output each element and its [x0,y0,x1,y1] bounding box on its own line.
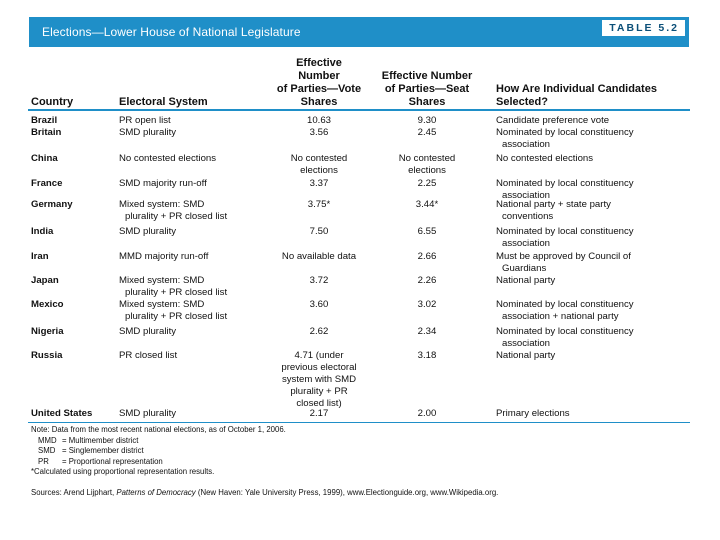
abbreviation-key: PR [38,456,49,466]
cell-line: 2.34 [417,326,437,337]
table-cell-vote [265,199,373,211]
header-vote-line: of Parties—Vote [276,83,362,95]
table-cell-selection [496,115,696,127]
table-cell-vote [265,178,373,190]
cell-line: association [502,139,550,150]
note-line: Note: Data from the most recent national elections, as of October 1, 2006. [31,425,286,434]
cell-line: 3.02 [417,299,437,310]
cell-line: National party [496,350,556,361]
cell-line: SMD plurality [119,326,177,337]
table-cell-seat [368,199,486,211]
cell-line: Nominated by local constituency [496,299,634,310]
table-cell-country: India [31,226,54,237]
cell-line: No contested elections [119,153,217,164]
table-cell-country: Russia [31,350,63,361]
cell-line: Nominated by local constituency [496,178,634,189]
cell-line: 3.75* [307,199,331,210]
cell-line: association [502,238,550,249]
table-cell-vote [265,275,373,287]
cell-line: plurality + PR closed list [125,287,228,298]
cell-line: 2.66 [417,251,437,262]
table-cell-seat [368,127,486,139]
header-seat-line: of Parties—Seat [384,83,470,95]
cell-line: system with SMD [281,374,357,385]
cell-line: 6.55 [417,226,437,237]
table-cell-vote [265,153,373,177]
sources-prefix: Sources: Arend Lijphart, [31,488,117,497]
asterisk-note: *Calculated using proportional representation results. [31,467,215,477]
table-cell-seat [368,251,486,263]
abbreviation-key: MMD [38,435,57,445]
table-cell-system [119,326,269,338]
cell-line: MMD majority run-off [119,251,209,262]
table-cell-selection [496,350,696,362]
table-cell-vote [265,127,373,139]
header-seat-shares [368,70,486,109]
table-cell-country: Iran [31,251,49,262]
cell-line: elections [300,165,338,176]
cell-line: SMD plurality [119,408,177,419]
cell-line: 2.00 [417,408,437,419]
table-cell-seat [368,226,486,238]
table-cell-country: Nigeria [31,326,64,337]
table-number-label: TABLE 5.2 [602,20,685,36]
table-cell-country: Britain [31,127,62,138]
table-cell-vote [265,350,373,410]
cell-line: conventions [502,211,554,222]
cell-line: 3.56 [309,127,329,138]
sources-line [31,488,498,497]
cell-line: association + national party [502,311,619,322]
cell-line: No contested elections [496,153,594,164]
header-country: Country [31,96,74,108]
cell-line: SMD majority run-off [119,178,207,189]
cell-line: 2.17 [309,408,329,419]
table-cell-seat [368,153,486,177]
table-title: Elections—Lower House of National Legislature [42,25,301,39]
cell-line: SMD plurality [119,226,177,237]
cell-line: 10.63 [306,115,331,126]
cell-line: 2.26 [417,275,437,286]
cell-line: 3.18 [417,350,437,361]
table-cell-system [119,275,269,299]
cell-line: 9.30 [417,115,437,126]
cell-line: 3.60 [309,299,329,310]
header-vote-shares [265,57,373,109]
table-cell-vote [265,299,373,311]
cell-line: Mixed system: SMD [119,299,205,310]
cell-line: Primary elections [496,408,570,419]
table-cell-system [119,178,269,190]
table-cell-system [119,127,269,139]
table-cell-vote [265,408,373,420]
header-candidate-selection [496,83,657,109]
cell-line: 2.45 [417,127,437,138]
table-cell-seat [368,326,486,338]
table-cell-country: China [31,153,58,164]
table-cell-selection [496,199,696,223]
table-cell-country: Brazil [31,115,58,126]
cell-line: plurality + PR closed list [125,211,228,222]
header-selection-line: Selected? [496,96,548,108]
sources-rest: (New Haven: Yale University Press, 1999), www.Electionguide.org, www.Wikipedia.org. [195,488,499,497]
cell-line: Nominated by local constituency [496,226,634,237]
cell-line: Guardians [502,263,547,274]
cell-line: Candidate preference vote [496,115,610,126]
abbreviation-key: SMD [38,446,56,456]
table-cell-selection [496,127,696,151]
cell-line: No contested [398,153,456,164]
header-vote-line: Effective [296,57,342,69]
table-cell-system [119,199,269,223]
cell-line: closed list) [296,398,342,409]
table-cell-selection [496,326,696,350]
cell-line: 3.37 [309,178,329,189]
title-banner [29,17,689,47]
table-cell-country: Mexico [31,299,64,310]
table-cell-seat [368,299,486,311]
cell-line: Nominated by local constituency [496,326,634,337]
cell-line: PR closed list [119,350,178,361]
table-cell-system [119,153,269,165]
cell-line: elections [408,165,446,176]
cell-line: 7.50 [309,226,329,237]
table-cell-vote [265,115,373,127]
table-bottom-rule [28,422,690,423]
cell-line: plurality + PR closed list [125,311,228,322]
abbreviation-line [31,457,286,468]
cell-line: previous electoral [281,362,357,373]
table-cell-system [119,251,269,263]
cell-line: National party + state party [496,199,611,210]
sources-book-title: Patterns of Democracy [116,488,196,497]
table-cell-seat [368,178,486,190]
abbreviation-line [31,446,286,457]
cell-line: PR open list [119,115,171,126]
table-cell-seat [368,408,486,420]
cell-line: association [502,190,550,201]
cell-line: 2.25 [417,178,437,189]
table-cell-vote [265,326,373,338]
header-seat-line: Shares [408,96,446,108]
header-vote-line: Number [298,70,340,82]
cell-line: Must be approved by Council of [496,251,631,262]
cell-line: No available data [281,251,357,262]
table-cell-selection [496,251,696,275]
cell-line: No contested [290,153,348,164]
cell-line: Nominated by local constituency [496,127,634,138]
table-cell-system [119,115,269,127]
table-cell-country: France [31,178,63,189]
header-vote-line: Shares [300,96,338,108]
abbreviation-text: = Singlemember district [62,446,144,456]
header-seat-line: Effective Number [381,70,473,82]
cell-line: 4.71 (under [294,350,344,361]
table-cell-country: Japan [31,275,59,286]
table-cell-seat [368,275,486,287]
table-cell-selection [496,153,696,165]
table-cell-system [119,408,269,420]
table-cell-seat [368,115,486,127]
abbreviation-line [31,436,286,447]
cell-line: Mixed system: SMD [119,275,205,286]
cell-line: SMD plurality [119,127,177,138]
table-notes [31,425,286,478]
table-cell-system [119,226,269,238]
table-cell-selection [496,275,696,287]
table-cell-selection [496,226,696,250]
table-cell-selection [496,408,696,420]
cell-line: Mixed system: SMD [119,199,205,210]
table-cell-system [119,350,269,362]
table-cell-system [119,299,269,323]
table-cell-country: Germany [31,199,73,210]
cell-line: National party [496,275,556,286]
cell-line: association [502,338,550,349]
header-selection-line: How Are Individual Candidates [496,83,657,95]
cell-line: plurality + PR [290,386,348,397]
cell-line: 3.44* [415,199,439,210]
table-cell-vote [265,251,373,263]
table-cell-vote [265,226,373,238]
header-rule [28,109,690,111]
cell-line: 3.72 [309,275,329,286]
cell-line: 2.62 [309,326,329,337]
table-cell-selection [496,299,696,323]
header-electoral-system: Electoral System [119,96,208,108]
table-cell-country: United States [31,408,93,419]
table-cell-seat [368,350,486,362]
abbreviation-text: = Multimember district [62,435,139,445]
abbreviation-text: = Proportional representation [62,456,163,466]
